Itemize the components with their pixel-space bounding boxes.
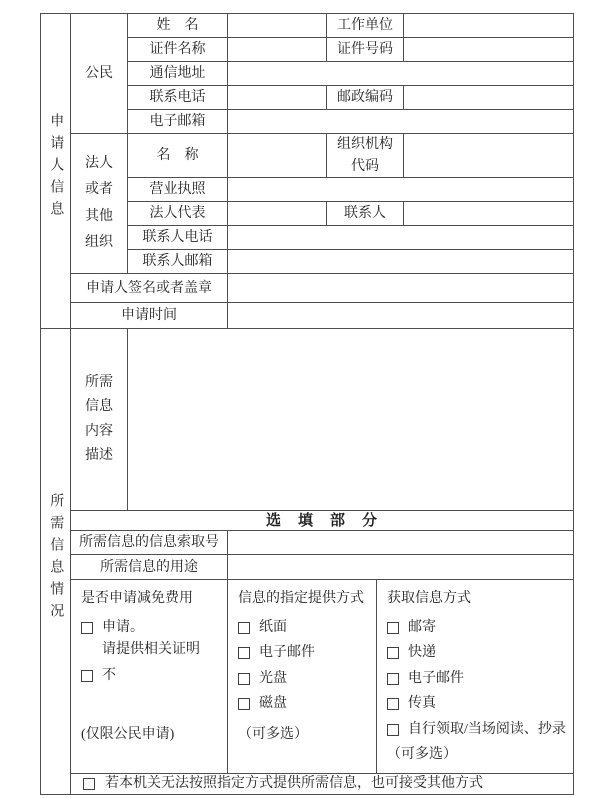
fee-no-label: 不 xyxy=(102,667,116,683)
fee-apply-label: 申请。 xyxy=(102,619,144,635)
fee-waiver-header: 是否申请减免费用 xyxy=(81,591,193,607)
business-license-label: 营业执照 xyxy=(128,178,228,202)
work-unit-label: 工作单位 xyxy=(327,14,404,38)
applicant-section-title-text: 申请人信息 xyxy=(48,113,64,224)
provide-method-header: 信息的指定提供方式 xyxy=(238,591,364,607)
obtain-option-express[interactable] xyxy=(387,644,569,662)
id-type-label: 证件名称 xyxy=(128,38,228,62)
required-section-title-text: 所需信息情况 xyxy=(48,492,64,625)
obtain-option-self-pickup[interactable] xyxy=(387,721,569,739)
purpose-input[interactable] xyxy=(228,555,574,580)
fee-apply-note: 请提供相关证明 xyxy=(102,642,200,658)
fee-footnote: (仅限公民申请) xyxy=(81,726,175,742)
org-name-input[interactable] xyxy=(228,134,327,178)
id-number-input[interactable] xyxy=(404,38,574,62)
contact-person-input[interactable] xyxy=(404,202,574,226)
obtain-option-fax[interactable] xyxy=(387,695,569,713)
obtain-fax-label: 传真 xyxy=(408,696,436,712)
org-name-label: 名 称 xyxy=(128,134,228,178)
provide-option-email[interactable] xyxy=(238,644,372,662)
address-label: 通信地址 xyxy=(128,62,228,86)
applicant-info-table xyxy=(40,13,574,329)
signature-input[interactable] xyxy=(228,274,574,303)
content-desc-label xyxy=(71,329,128,511)
fee-waiver-cell xyxy=(71,580,228,774)
work-unit-input[interactable] xyxy=(404,14,574,38)
required-section-title xyxy=(41,329,71,795)
checkbox-cd[interactable] xyxy=(238,673,250,685)
contact-phone-label: 联系人电话 xyxy=(128,226,228,250)
org-code-input[interactable] xyxy=(404,134,574,178)
required-info-table xyxy=(40,328,574,795)
phone-label: 联系电话 xyxy=(128,86,228,110)
application-form xyxy=(40,13,573,795)
checkbox-mail[interactable] xyxy=(387,622,399,634)
email-label: 电子邮箱 xyxy=(128,110,228,134)
fallback-option-label: 若本机关无法按照指定方式提供所需信息，也可接受其他方式 xyxy=(105,776,483,792)
contact-email-input[interactable] xyxy=(228,250,574,274)
org-code-label xyxy=(327,134,404,178)
obtain-option-email[interactable] xyxy=(387,670,569,688)
obtain-self-pickup-label: 自行领取/当场阅读、抄录 xyxy=(408,721,566,737)
postal-code-label: 邮政编码 xyxy=(327,86,404,110)
org-code-label-text: 组织机构代码 xyxy=(337,137,393,174)
provide-email-label: 电子邮件 xyxy=(259,645,315,661)
legal-rep-label: 法人代表 xyxy=(128,202,228,226)
id-type-input[interactable] xyxy=(228,38,327,62)
legal-rep-input[interactable] xyxy=(228,202,327,226)
fee-option-apply[interactable] xyxy=(81,619,223,637)
business-license-input[interactable] xyxy=(228,178,574,202)
checkbox-express[interactable] xyxy=(387,647,399,659)
citizen-group-label: 公民 xyxy=(71,14,128,134)
checkbox-disk[interactable] xyxy=(238,698,250,710)
content-desc-input[interactable] xyxy=(128,329,574,511)
obtain-option-mail[interactable] xyxy=(387,619,569,637)
checkbox-fax[interactable] xyxy=(387,698,399,710)
contact-phone-input[interactable] xyxy=(228,226,574,250)
org-group-label xyxy=(71,134,128,274)
checkbox-provide-email[interactable] xyxy=(238,647,250,659)
obtain-footnote: （可多选） xyxy=(387,747,457,763)
fallback-option[interactable] xyxy=(71,775,573,793)
index-number-input[interactable] xyxy=(228,531,574,555)
phone-input[interactable] xyxy=(228,86,327,110)
checkbox-paper[interactable] xyxy=(238,622,250,634)
checkbox-fallback[interactable] xyxy=(83,778,95,790)
purpose-label: 所需信息的用途 xyxy=(71,555,228,580)
obtain-mail-label: 邮寄 xyxy=(408,619,436,635)
name-input[interactable] xyxy=(228,14,327,38)
fallback-option-cell xyxy=(71,773,574,794)
obtain-express-label: 快递 xyxy=(408,645,436,661)
index-number-label: 所需信息的信息索取号 xyxy=(71,531,228,555)
email-input[interactable] xyxy=(228,110,574,134)
apply-time-input[interactable] xyxy=(228,303,574,329)
provide-option-cd[interactable] xyxy=(238,670,372,688)
address-input[interactable] xyxy=(228,62,574,86)
checkbox-obtain-email[interactable] xyxy=(387,673,399,685)
provide-option-disk[interactable] xyxy=(238,695,372,713)
provide-cd-label: 光盘 xyxy=(259,670,287,686)
id-number-label: 证件号码 xyxy=(327,38,404,62)
fee-option-no[interactable] xyxy=(81,667,223,685)
provide-paper-label: 纸面 xyxy=(259,619,287,635)
signature-label: 申请人签名或者盖章 xyxy=(71,274,228,303)
name-label: 姓 名 xyxy=(128,14,228,38)
provide-option-paper[interactable] xyxy=(238,619,372,637)
checkbox-fee-no[interactable] xyxy=(81,670,93,682)
postal-code-input[interactable] xyxy=(404,86,574,110)
provide-disk-label: 磁盘 xyxy=(259,696,287,712)
contact-email-label: 联系人邮箱 xyxy=(128,250,228,274)
obtain-method-header: 获取信息方式 xyxy=(387,591,471,607)
content-desc-label-text: 所需信息内容描述 xyxy=(85,374,113,464)
provide-footnote: （可多选） xyxy=(238,726,308,742)
optional-part-header: 选 填 部 分 xyxy=(71,511,574,531)
obtain-method-cell xyxy=(377,580,574,774)
checkbox-self-pickup[interactable] xyxy=(387,724,399,736)
provide-method-cell xyxy=(228,580,377,774)
contact-person-label: 联系人 xyxy=(327,202,404,226)
apply-time-label: 申请时间 xyxy=(71,303,228,329)
org-group-label-text: 法人或者其他组织 xyxy=(85,155,113,251)
applicant-section-title xyxy=(41,14,71,329)
checkbox-fee-apply[interactable] xyxy=(81,622,93,634)
obtain-email-label: 电子邮件 xyxy=(408,670,464,686)
